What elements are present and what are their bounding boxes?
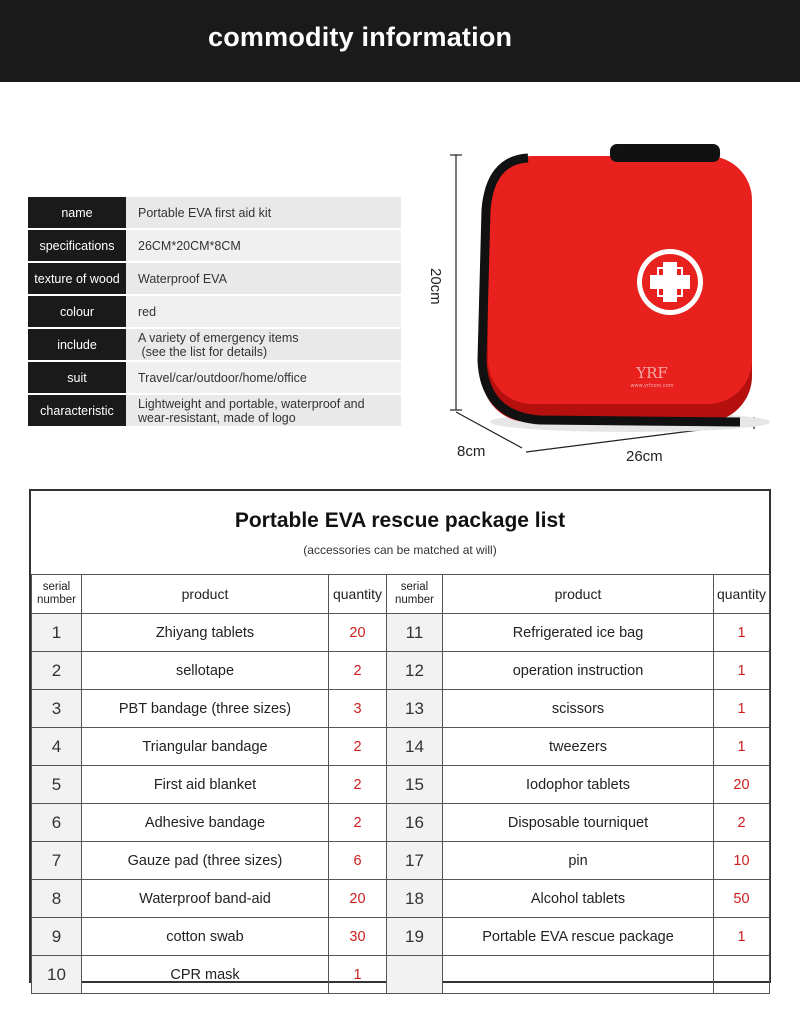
product-cell (443, 956, 714, 994)
serial-cell: 14 (387, 728, 443, 766)
handle (610, 144, 720, 162)
quantity-cell: 20 (329, 880, 387, 918)
product-cell: operation instruction (443, 652, 714, 690)
product-cell: cotton swab (82, 918, 329, 956)
spec-label: suit (28, 362, 126, 393)
serial-cell: 12 (387, 652, 443, 690)
quantity-cell: 1 (714, 614, 770, 652)
brand-logo: YRF (636, 364, 668, 382)
quantity-cell: 1 (714, 652, 770, 690)
product-cell: Portable EVA rescue package (443, 918, 714, 956)
package-list-title: Portable EVA rescue package list (234, 509, 566, 532)
serial-cell: 18 (387, 880, 443, 918)
table-row (32, 842, 770, 880)
spec-value-line: (see the list for details) (138, 345, 268, 359)
quantity-cell: 2 (329, 804, 387, 842)
table-row (32, 766, 770, 804)
serial-cell: 9 (32, 918, 82, 956)
spec-label: specifications (28, 230, 126, 261)
table-header-row (32, 575, 770, 614)
quantity-cell: 2 (329, 652, 387, 690)
dimension-height-label: 20cm (427, 268, 444, 305)
serial-cell (387, 956, 443, 994)
product-cell: pin (443, 842, 714, 880)
spec-table (28, 195, 401, 426)
serial-cell: 3 (32, 690, 82, 728)
spec-row (28, 228, 401, 261)
spec-value: red (138, 304, 157, 319)
first-aid-kit-illustration (420, 130, 800, 470)
header-serial: serial number (32, 575, 82, 614)
spec-row (28, 261, 401, 294)
quantity-cell: 2 (329, 766, 387, 804)
table-row (32, 690, 770, 728)
product-cell: PBT bandage (three sizes) (82, 690, 329, 728)
serial-cell: 1 (32, 614, 82, 652)
spec-row (28, 195, 401, 228)
quantity-cell: 20 (714, 766, 770, 804)
serial-cell: 2 (32, 652, 82, 690)
product-cell: First aid blanket (82, 766, 329, 804)
product-cell: Zhiyang tablets (82, 614, 329, 652)
package-list-table (31, 574, 770, 994)
header-banner (0, 0, 800, 82)
spec-value: Travel/car/outdoor/home/office (138, 370, 307, 385)
table-row (32, 956, 770, 994)
quantity-cell: 2 (714, 804, 770, 842)
product-cell: CPR mask (82, 956, 329, 994)
dimension-depth-label: 8cm (457, 443, 486, 460)
product-cell: Refrigerated ice bag (443, 614, 714, 652)
product-cell: scissors (443, 690, 714, 728)
spec-value-line: A variety of emergency items (138, 331, 299, 345)
serial-cell: 5 (32, 766, 82, 804)
table-row (32, 652, 770, 690)
spec-label: characteristic (28, 395, 126, 426)
quantity-cell: 1 (714, 690, 770, 728)
header-product: product (443, 575, 714, 614)
spec-label: name (28, 197, 126, 228)
product-cell: tweezers (443, 728, 714, 766)
header-quantity: quantity (714, 575, 770, 614)
table-row (32, 918, 770, 956)
spec-label: colour (28, 296, 126, 327)
header-quantity: quantity (329, 575, 387, 614)
table-row (32, 728, 770, 766)
serial-cell: 15 (387, 766, 443, 804)
quantity-cell: 3 (329, 690, 387, 728)
quantity-cell (714, 956, 770, 994)
table-row (32, 880, 770, 918)
quantity-cell: 1 (714, 918, 770, 956)
product-cell: Alcohol tablets (443, 880, 714, 918)
dimension-width-label: 26cm (626, 448, 663, 465)
quantity-cell: 20 (329, 614, 387, 652)
serial-cell: 6 (32, 804, 82, 842)
product-cell: Disposable tourniquet (443, 804, 714, 842)
spec-row (28, 327, 401, 360)
product-image (420, 130, 800, 470)
spec-value: Portable EVA first aid kit (138, 205, 272, 220)
quantity-cell: 1 (714, 728, 770, 766)
serial-cell: 11 (387, 614, 443, 652)
product-cell: Waterproof band-aid (82, 880, 329, 918)
header-serial: serial number (387, 575, 443, 614)
product-cell: sellotape (82, 652, 329, 690)
page-title: commodity information (208, 22, 513, 52)
serial-cell: 8 (32, 880, 82, 918)
spec-row (28, 360, 401, 393)
package-list-subtitle: (accessories can be matched at will) (303, 543, 497, 557)
spec-value: Waterproof EVA (138, 271, 227, 286)
spec-value (138, 395, 397, 426)
serial-cell: 4 (32, 728, 82, 766)
spec-label: include (28, 329, 126, 360)
product-cell: Iodophor tablets (443, 766, 714, 804)
spec-value (138, 329, 397, 360)
serial-cell: 10 (32, 956, 82, 994)
serial-cell: 13 (387, 690, 443, 728)
quantity-cell: 1 (329, 956, 387, 994)
quantity-cell: 10 (714, 842, 770, 880)
quantity-cell: 30 (329, 918, 387, 956)
spec-value: 26CM*20CM*8CM (138, 238, 241, 253)
serial-cell: 16 (387, 804, 443, 842)
product-cell: Gauze pad (three sizes) (82, 842, 329, 880)
serial-cell: 17 (387, 842, 443, 880)
spec-value-line: wear-resistant, made of logo (138, 411, 296, 425)
product-cell: Adhesive bandage (82, 804, 329, 842)
quantity-cell: 50 (714, 880, 770, 918)
spec-row (28, 393, 401, 426)
spec-row (28, 294, 401, 327)
package-list (29, 489, 771, 983)
case-front (488, 156, 752, 404)
spec-value-line: Lightweight and portable, waterproof and (138, 397, 365, 411)
quantity-cell: 6 (329, 842, 387, 880)
quantity-cell: 2 (329, 728, 387, 766)
header-product: product (82, 575, 329, 614)
serial-cell: 19 (387, 918, 443, 956)
table-row (32, 804, 770, 842)
serial-cell: 7 (32, 842, 82, 880)
spec-label: texture of wood (28, 263, 126, 294)
brand-url: www.yrfcom.com (630, 383, 674, 389)
product-cell: Triangular bandage (82, 728, 329, 766)
table-row (32, 614, 770, 652)
